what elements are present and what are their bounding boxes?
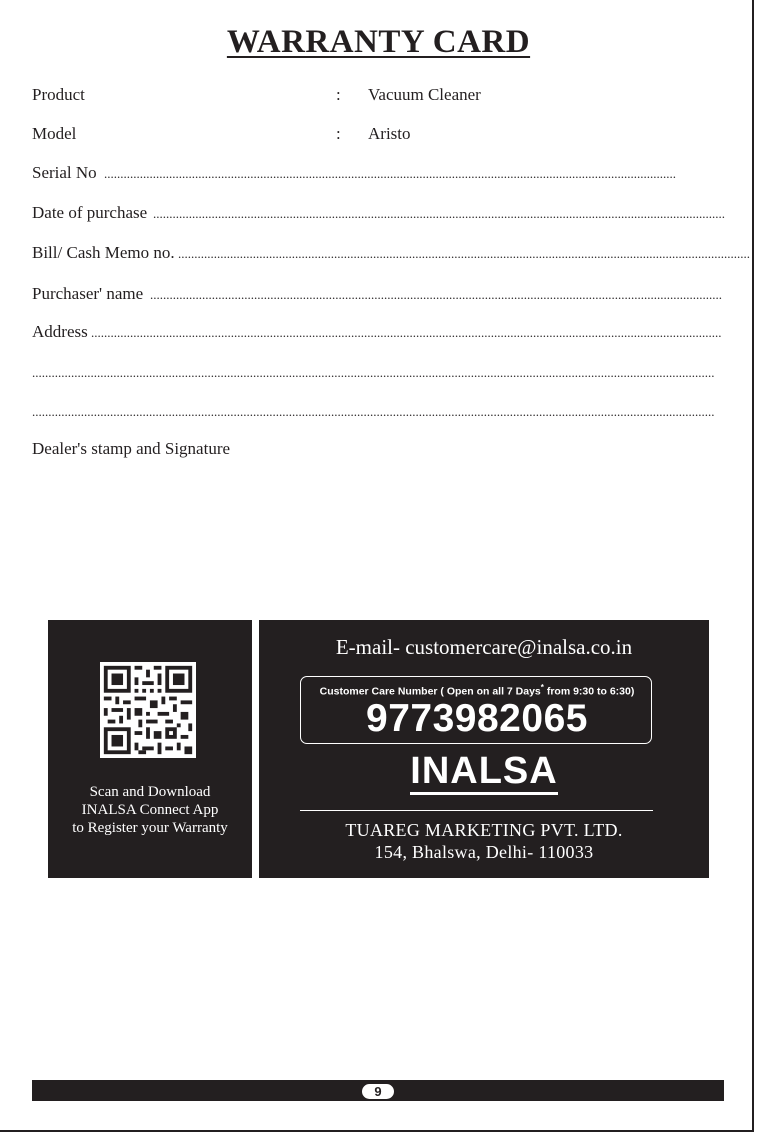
page-title: WARRANTY CARD	[226, 24, 531, 60]
bill-memo-field[interactable]	[32, 243, 175, 263]
qr-caption-line-3: to Register your Warranty	[72, 820, 228, 836]
model-colon: :	[336, 124, 341, 143]
date-of-purchase-label: Date of purchase	[32, 203, 148, 222]
address-line-2-dots[interactable]: ..................................................................................................................................................................................................................	[32, 365, 715, 380]
date-of-purchase-dots: ................................................................................................................................................................................	[153, 206, 725, 221]
address-line-3-dots[interactable]: ..................................................................................................................................................................................................................	[32, 404, 715, 419]
address-dots: ..................................................................................................................................................................................................	[91, 325, 722, 340]
company-address: 154, Bhalswa, Delhi- 110033	[374, 842, 594, 862]
purchaser-name-dots: ................................................................................................................................................................................	[150, 287, 722, 302]
product-colon: :	[336, 85, 341, 104]
serial-no-label: Serial No	[32, 163, 97, 182]
customer-care-label: Customer Care Number ( Open on all 7 Days* from 9:30 to 6:30)	[319, 683, 635, 698]
customer-care-number[interactable]: 9773982065	[366, 697, 588, 740]
company-info	[259, 819, 709, 863]
purchaser-name-label: Purchaser' name	[32, 284, 144, 303]
contact-panel	[259, 620, 709, 878]
bill-memo-dots: ................................................................................................................................................................................	[178, 246, 750, 261]
product-value: Vacuum Cleaner	[368, 85, 481, 104]
qr-caption-line-1: Scan and Download	[89, 784, 211, 800]
dealer-stamp-label: Dealer's stamp and Signature	[32, 439, 231, 458]
product-label: Product	[32, 85, 85, 104]
address-label: Address	[32, 322, 88, 341]
bill-memo-label: Bill/ Cash Memo no.	[32, 243, 175, 262]
brand-logo: INALSA	[259, 750, 709, 793]
serial-no-dots: ................................................................................................................................................................................	[104, 166, 676, 181]
customer-care-box	[300, 676, 652, 744]
qr-caption-line-2: INALSA Connect App	[81, 802, 219, 818]
qr-caption	[48, 783, 252, 837]
qr-code-icon[interactable]	[100, 662, 196, 758]
purchaser-name-field[interactable]	[32, 284, 143, 304]
serial-no-field[interactable]	[32, 163, 97, 183]
model-label: Model	[32, 124, 77, 143]
address-field[interactable]	[32, 322, 88, 342]
date-of-purchase-field[interactable]	[32, 203, 147, 223]
divider	[300, 810, 653, 811]
qr-panel	[48, 620, 252, 878]
page-number: 9	[362, 1084, 394, 1099]
company-name: TUAREG MARKETING PVT. LTD.	[345, 820, 623, 840]
email-address[interactable]: E-mail- customercare@inalsa.co.in	[335, 635, 633, 659]
model-value: Aristo	[368, 124, 411, 143]
